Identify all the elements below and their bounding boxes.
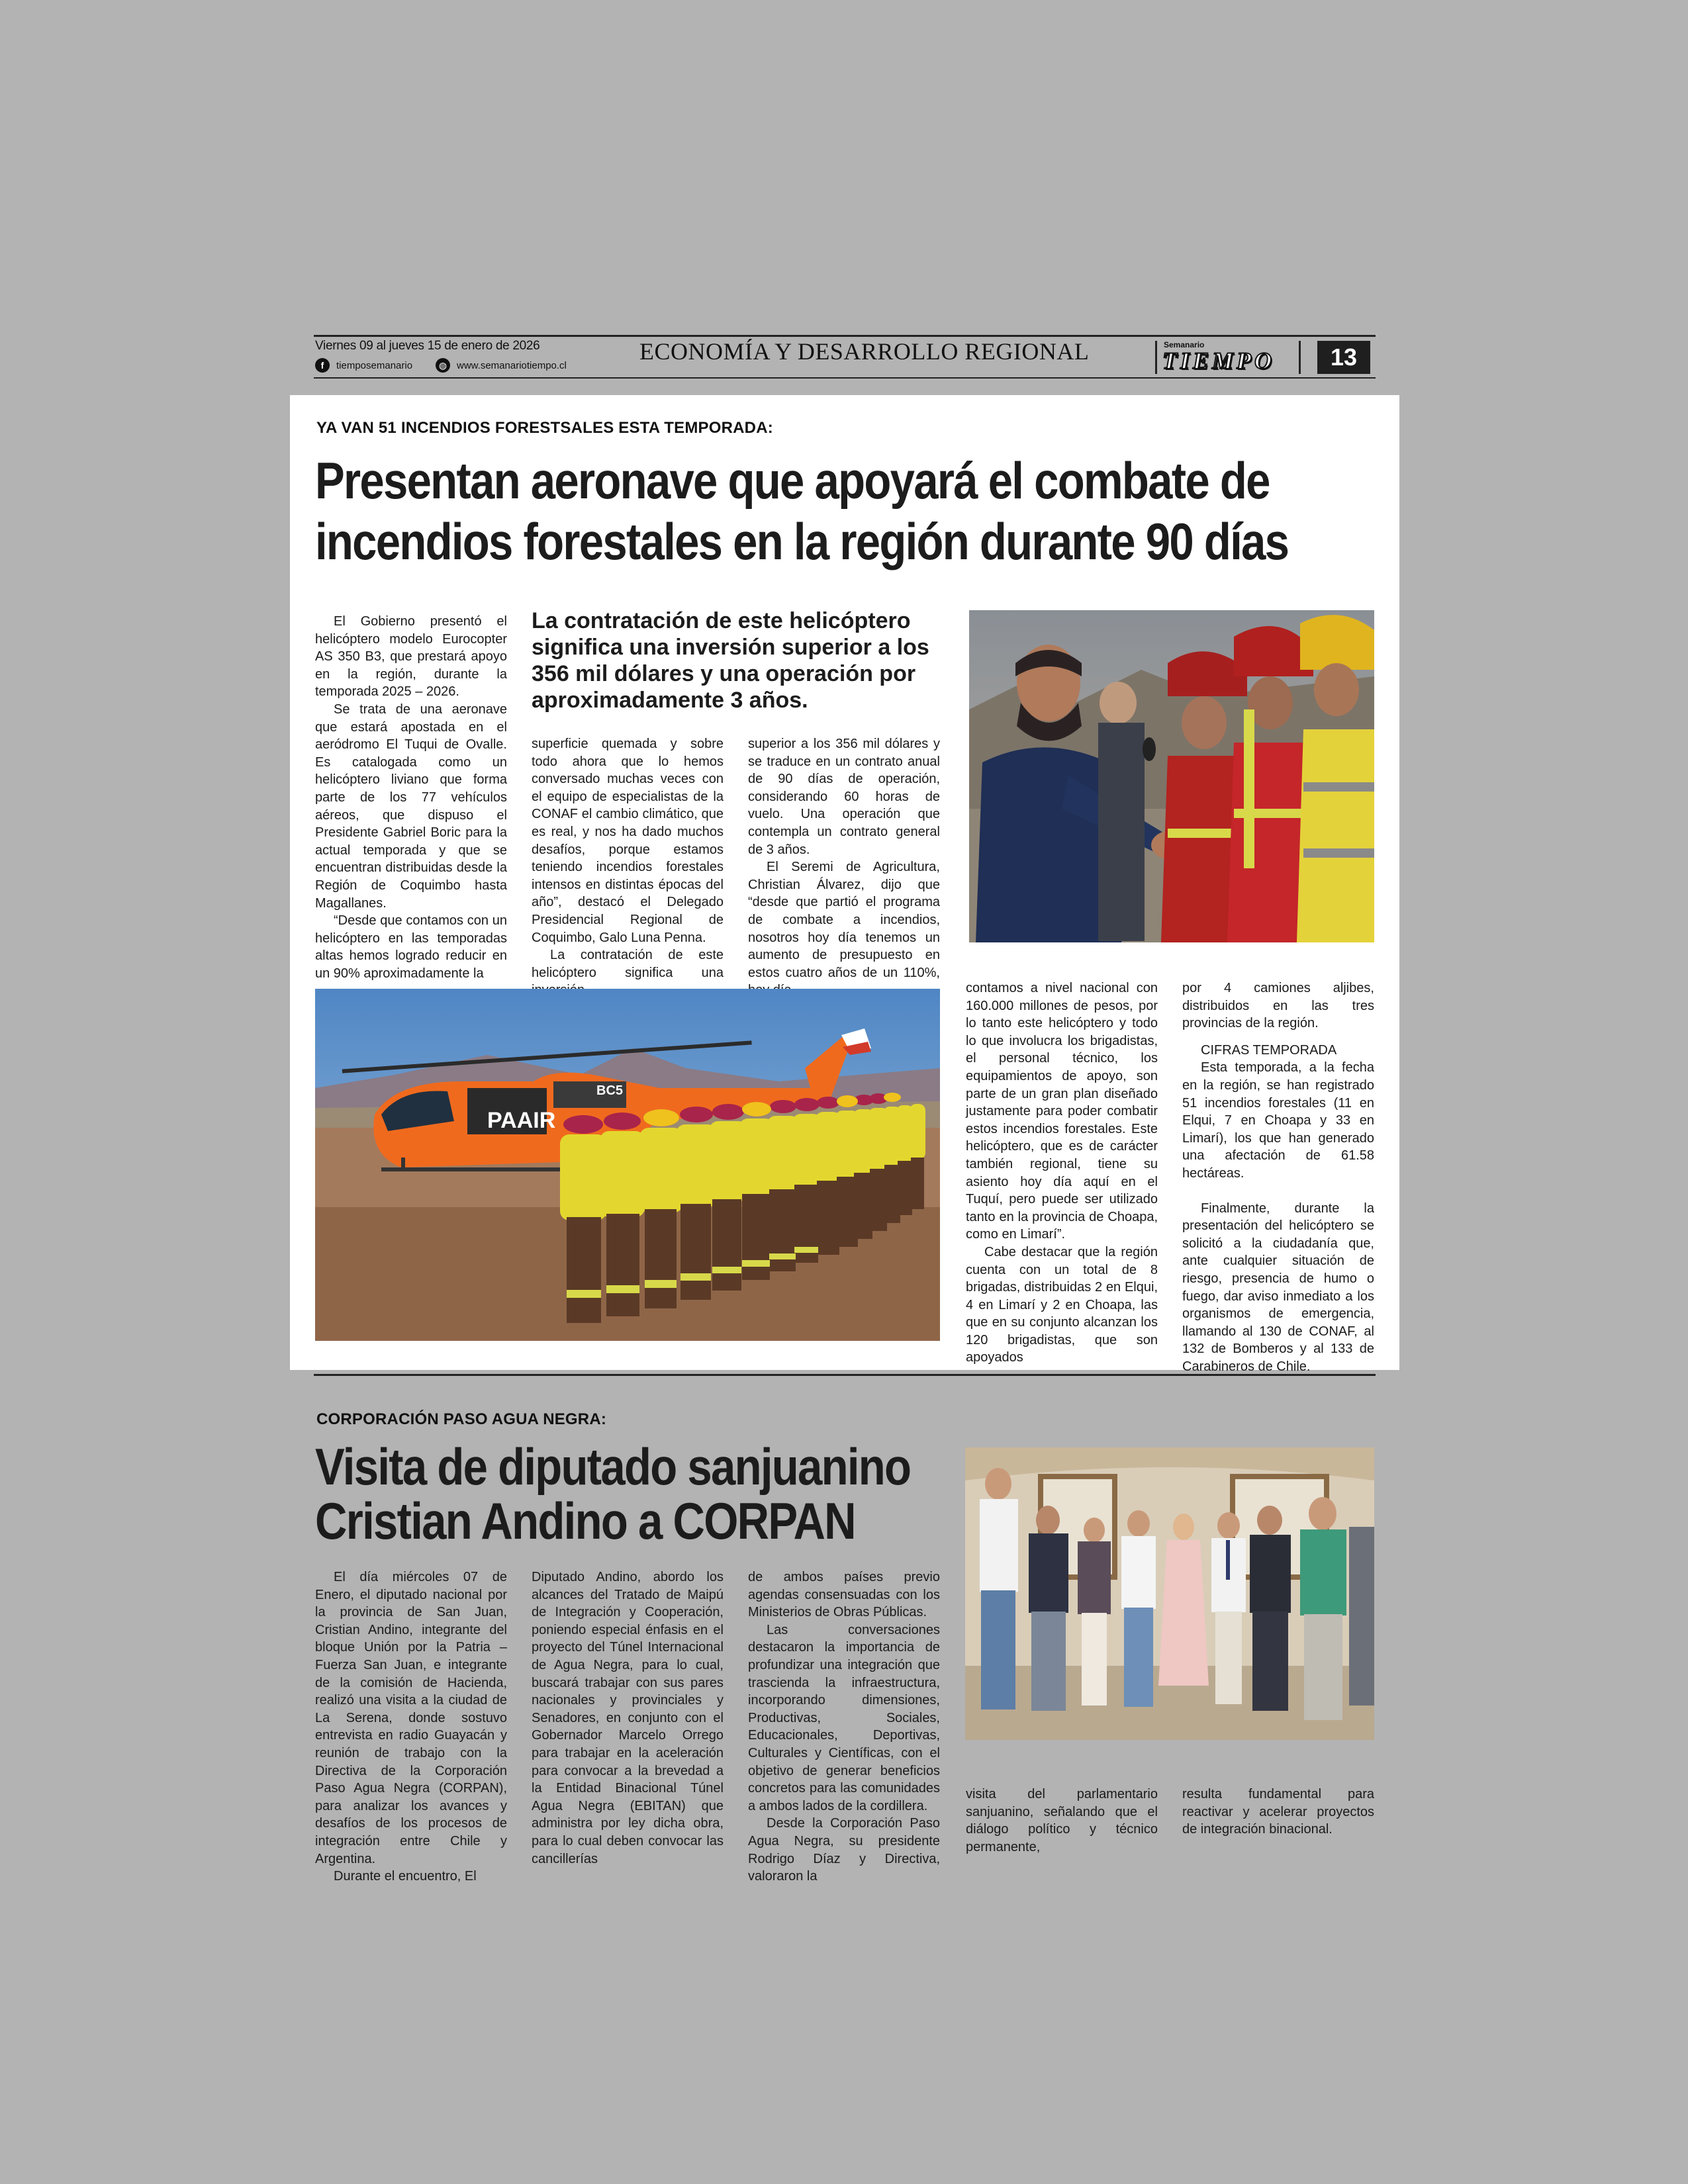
paragraph: Se trata de una aeronave que estará apostada en el aeródromo El Tuqui de Ovalle. Es catalogada como un helicóptero liviano que forma parte de los 77 vehículos aéreos, que dispuso el Presidente Gabriel Boric para la actual temporada y que se encuentran distribuidas desde la Región de Coquimbo hasta Magallanes. [315, 702, 507, 911]
paragraph: Diputado Andino, abordo los alcances del Tratado de Maipú de Integración y Cooperación, poniendo especial énfasis en el proyecto del Túnel Internacional de Agua Negra, para lo cual, buscará trabajar con sus pares nacionales y provinciales y Senadores, en conjunto con el Gobernador Marcelo Orrego para trabajar en la aceleración para convocar a la brevedad a la Entidad Binacional Túnel Agua Negra (EBITAN) que administra por ley dicha obra, para lo cual deben convocar las cancillerías [532, 1570, 724, 1866]
section-divider [314, 1374, 1376, 1376]
paragraph: de ambos países previo agendas consensuadas con los Ministerios de Obras Públicas. [748, 1570, 940, 1620]
paragraph: El Seremi de Agricultura, Christian Álvarez, dijo que “desde que partió el programa de combate a incendios, nosotros hoy día tenemos un aumento de presupuesto en estos cuatro años de un 110%, [748, 860, 940, 980]
article1-column-3 [748, 735, 940, 999]
website-url: www.semanariotiempo.cl [457, 359, 567, 371]
photo-helicopter [315, 989, 940, 1341]
website-link[interactable] [436, 358, 567, 373]
header-divider-2 [1299, 341, 1301, 374]
article2-headline-line2: Cristian Andino a CORPAN [315, 1492, 855, 1550]
article1-headline-line2: incendios forestales en la región durante 90 días [315, 512, 1289, 570]
article1-headline-line1: Presentan aeronave que apoyará el combate de [315, 451, 1270, 510]
facebook-link[interactable] [315, 358, 412, 373]
paragraph: superficie quemada y sobre todo ahora que lo hemos conversado muchas veces con el equipo de especialistas de la CONAF el cambio climático, que es real, y nos ha dado muchos desafíos, porque estamos teniendo incendios forestales intensos en distintas épocas del año”, destacó el Delegado Presidencial Regional de Coquimbo, Galo Luna Penna. [532, 737, 724, 945]
paragraph: Esta temporada, a la fecha en la región, se han registrado 51 incendios forestales (11 en Elqui, 7 en Choapa y 33 en Limarí), los que han generado una afectación de 61.58 hectáreas. [1182, 1060, 1374, 1181]
article2-column-1 [315, 1569, 507, 1886]
globe-icon: ◍ [436, 358, 450, 373]
article1-column-2 [532, 735, 724, 999]
facebook-handle: tiemposemanario [336, 359, 413, 371]
helicopter-logo: PAAIR [487, 1108, 556, 1133]
paragraph: Finalmente, durante la presentación del helicóptero se solicitó a la ciudadanía que, ante cualquier situación de riesgo, presencia de humo o fuego, dar aviso inmediato a los organismos de emergencia, llamando al 130 de CONAF, al 132 de Bomberos y al 133 de Carabineros de Chile. [1182, 1201, 1374, 1374]
paragraph: Desde la Corporación Paso Agua Negra, su presidente Rodrigo Díaz y Directiva, valoraron la [748, 1816, 940, 1884]
header-bottom-rule [314, 377, 1376, 379]
article1-column-1 [315, 613, 507, 982]
paragraph: resulta fundamental para reactivar y acelerar proyectos de integración binacional. [1182, 1787, 1374, 1837]
paragraph: contamos a nivel nacional con 160.000 millones de pesos, por lo tanto este helicóptero y todo lo que involucra los brigadistas, el personal técnico, los equipamientos de apoyo, son parte de un gran plan diseñado justamente para poder combatir estos incendios forestales. Este helicóptero, que es de carácter también regional, tiene su asiento hoy día aquí en el Tuquí, pero puede ser utilizado tanto en la provincia de Choapa, como en Limarí”. [966, 981, 1158, 1242]
article1-column-5 [1182, 979, 1374, 1375]
paragraph: Cabe destacar que la región cuenta con un total de 8 brigadas, distribuidas 2 en Elqui, 4 en Limarí y 2 en Choapa, las que en su conjunto alcanzan los 120 brigadistas, que son apoyados [966, 1244, 1158, 1365]
brand-logo: TIEMPO [1162, 347, 1276, 374]
paragraph: superior a los 356 mil dólares y se traduce en un contrato anual de 90 días de operación, considerando 60 horas de vuelo. Una operación que contempla un contrato general de 3 años. [748, 737, 940, 857]
issue-date: Viernes 09 al jueves 15 de enero de 2026 [315, 339, 540, 353]
paragraph: Durante el encuentro, El [334, 1869, 477, 1884]
paragraph: visita del parlamentario sanjuanino, señalando que el diálogo político y técnico permanente, [966, 1787, 1158, 1854]
photo-handshake [969, 610, 1374, 942]
photo-group [965, 1447, 1374, 1740]
article1-column-4 [966, 979, 1158, 1367]
brand-small: Semanario [1164, 340, 1205, 349]
section-title: ECONOMÍA Y DESARROLLO REGIONAL [639, 338, 1090, 365]
article2-column-4 [966, 1786, 1158, 1856]
page-number: 13 [1317, 341, 1370, 374]
paragraph: La contratación de este helicóptero significa una [532, 948, 724, 980]
article2-column-5 [1182, 1786, 1374, 1839]
paragraph: Las conversaciones destacaron la importancia de profundizar una integración que trascienda la infraestructura, incorporando dimensiones, Productivas, Sociales, Educacionales, Deportivas, Culturales y Científicas, con el objetivo de generar beneficios concretos para las comunidades a ambos lados de la cordillera. [748, 1622, 940, 1813]
article2-column-2 [532, 1569, 724, 1868]
paragraph: por 4 camiones aljibes, distribuidos en las tres provincias de la región. [1182, 981, 1374, 1031]
helicopter-tail-code: BC5 [596, 1083, 624, 1098]
paragraph: “Desde que contamos con un helicóptero en las temporadas altas hemos logrado reducir en un 90% aproximadamente la [315, 913, 507, 981]
article2-column-3 [748, 1569, 940, 1886]
article2-kicker: CORPORACIÓN PASO AGUA NEGRA: [316, 1410, 607, 1428]
subheading: CIFRAS TEMPORADA [1201, 1042, 1337, 1058]
paragraph: El día miércoles 07 de Enero, el diputado nacional por la provincia de San Juan, Cristian Andino, integrante del bloque Unión por la Patria – Fuerza San Juan, e integrante de la comisión de Hacienda, realizó una visita a la ciudad de La Serena, donde sostuvo entrevista en radio Guayacán y reunión de trabajo con la Directiva de la Corporación Paso Agua Negra (CORPAN), para analizar los avances y desafíos de los procesos de integración entre Chile y Argentina. [315, 1570, 507, 1866]
facebook-icon: f [315, 358, 330, 373]
article1-kicker: YA VAN 51 INCENDIOS FORESTSALES ESTA TEMPORADA: [316, 419, 773, 437]
paragraph: El Gobierno presentó el helicóptero modelo Eurocopter AS 350 B3, que prestará apoyo en la región, durante la temporada 2025 – 2026. [315, 614, 507, 700]
header-top-rule [314, 335, 1376, 337]
article2-headline-line1: Visita de diputado sanjuanino [315, 1437, 911, 1496]
header-divider [1155, 341, 1157, 374]
article1-pull-quote: La contratación de este helicóptero significa una inversión superior a los 356 mil dólares y una operación por aproximadamente 3 años. [532, 608, 929, 713]
